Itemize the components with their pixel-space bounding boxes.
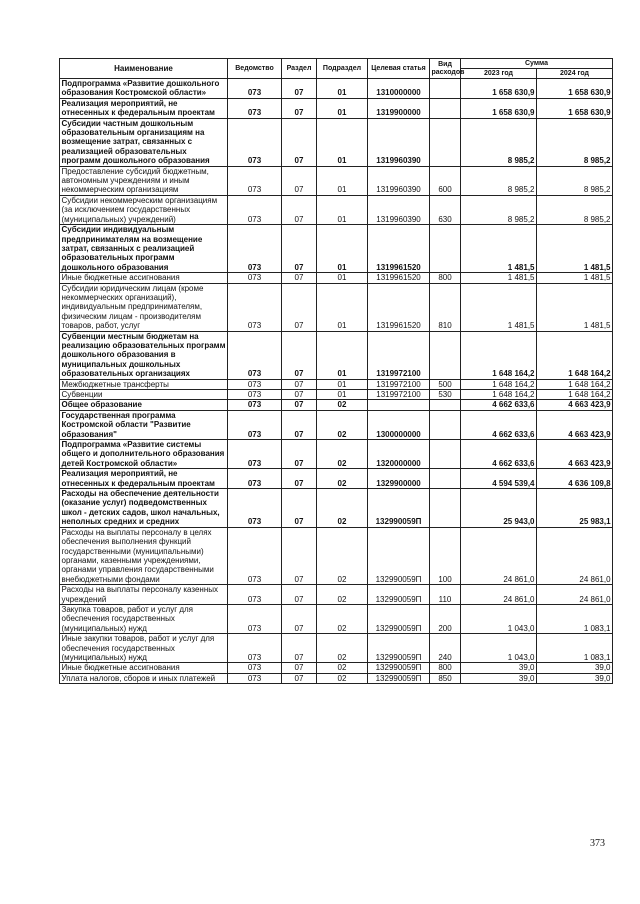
cell-type (430, 118, 461, 166)
table-row (60, 273, 613, 283)
cell-dept: 073 (228, 390, 282, 400)
cell-v2: 1 481,5 (537, 283, 613, 331)
header-target: Целевая статья (368, 59, 430, 79)
cell-target: 132990059П (368, 604, 430, 633)
cell-dept: 073 (228, 469, 282, 489)
table-row (60, 118, 613, 166)
cell-target: 1300000000 (368, 410, 430, 439)
cell-sub: 02 (317, 489, 368, 528)
cell-dept: 073 (228, 195, 282, 224)
cell-sub: 01 (317, 118, 368, 166)
cell-v1: 25 943,0 (461, 489, 537, 528)
cell-name: Субвенции (60, 390, 228, 400)
cell-v1: 1 481,5 (461, 273, 537, 283)
cell-type (430, 489, 461, 528)
cell-name: Реализация мероприятий, не отнесенных к федеральным проектам (60, 98, 228, 118)
cell-type: 100 (430, 527, 461, 584)
cell-name: Расходы на выплаты персоналу казенных учреждений (60, 585, 228, 605)
cell-v2: 25 983,1 (537, 489, 613, 528)
cell-sec: 07 (282, 410, 317, 439)
cell-v2: 1 648 164,2 (537, 331, 613, 379)
table-row (60, 673, 613, 683)
table-row (60, 283, 613, 331)
cell-name: Подпрограмма «Развитие дошкольного образования Костромской области» (60, 79, 228, 99)
cell-name: Подпрограмма «Развитие системы общего и дополнительного образования детей Костромской области» (60, 440, 228, 469)
header-exptype: Вид расходов (430, 59, 461, 79)
cell-sec: 07 (282, 331, 317, 379)
cell-dept: 073 (228, 118, 282, 166)
cell-sec: 07 (282, 489, 317, 528)
table-row (60, 489, 613, 528)
cell-dept: 073 (228, 663, 282, 673)
cell-target: 1310000000 (368, 79, 430, 99)
cell-sec: 07 (282, 604, 317, 633)
cell-target: 1319972100 (368, 379, 430, 389)
cell-sec: 07 (282, 98, 317, 118)
header-subsection: Подраздел (317, 59, 368, 79)
cell-sub: 02 (317, 410, 368, 439)
cell-target: 1319961520 (368, 273, 430, 283)
header-section: Раздел (282, 59, 317, 79)
header-dept: Ведомство (228, 59, 282, 79)
cell-v2: 8 985,2 (537, 166, 613, 195)
cell-v2: 24 861,0 (537, 527, 613, 584)
cell-v1: 1 648 164,2 (461, 379, 537, 389)
cell-dept: 073 (228, 379, 282, 389)
cell-sec: 07 (282, 225, 317, 273)
cell-sec: 07 (282, 585, 317, 605)
cell-dept: 073 (228, 440, 282, 469)
table-row (60, 440, 613, 469)
cell-v2: 8 985,2 (537, 195, 613, 224)
cell-name: Субсидии юридическим лицам (кроме некоммерческих организаций), индивидуальным предпринимателям, физическим лицам - производителям товаров, работ, услуг (60, 283, 228, 331)
cell-v1: 24 861,0 (461, 527, 537, 584)
cell-v2: 4 663 423,9 (537, 410, 613, 439)
cell-dept: 073 (228, 410, 282, 439)
cell-target: 132990059П (368, 489, 430, 528)
cell-sec: 07 (282, 283, 317, 331)
cell-v1: 1 043,0 (461, 604, 537, 633)
cell-name: Реализация мероприятий, не отнесенных к федеральным проектам (60, 469, 228, 489)
cell-sub: 02 (317, 634, 368, 663)
cell-sec: 07 (282, 663, 317, 673)
cell-v2: 1 481,5 (537, 273, 613, 283)
cell-type (430, 440, 461, 469)
cell-v1: 1 481,5 (461, 283, 537, 331)
cell-sub: 02 (317, 527, 368, 584)
cell-target: 132990059П (368, 673, 430, 683)
cell-v2: 1 658 630,9 (537, 79, 613, 99)
cell-type (430, 469, 461, 489)
cell-v1: 4 662 633,6 (461, 400, 537, 410)
cell-v1: 1 648 164,2 (461, 390, 537, 400)
cell-dept: 073 (228, 283, 282, 331)
table-row (60, 585, 613, 605)
cell-sub: 01 (317, 390, 368, 400)
cell-target: 1319972100 (368, 390, 430, 400)
cell-sub: 02 (317, 440, 368, 469)
cell-dept: 073 (228, 673, 282, 683)
cell-v2: 1 648 164,2 (537, 390, 613, 400)
cell-dept: 073 (228, 98, 282, 118)
table-row (60, 79, 613, 99)
cell-target: 1319960390 (368, 166, 430, 195)
cell-type: 500 (430, 379, 461, 389)
table-row (60, 331, 613, 379)
cell-v2: 39,0 (537, 663, 613, 673)
cell-name: Субсидии индивидуальным предпринимателям на возмещение затрат, связанных с реализацией образовательных программ дошкольного образования (60, 225, 228, 273)
cell-type: 630 (430, 195, 461, 224)
cell-dept: 073 (228, 273, 282, 283)
cell-sub: 02 (317, 604, 368, 633)
cell-sec: 07 (282, 634, 317, 663)
header-name: Наименование (60, 59, 228, 79)
page-number: 373 (590, 838, 605, 849)
cell-v1: 1 481,5 (461, 225, 537, 273)
table-row (60, 390, 613, 400)
cell-target: 1319900000 (368, 98, 430, 118)
cell-dept: 073 (228, 79, 282, 99)
cell-target: 1329900000 (368, 469, 430, 489)
cell-sec: 07 (282, 166, 317, 195)
cell-v2: 1 083,1 (537, 634, 613, 663)
cell-sub: 01 (317, 166, 368, 195)
cell-dept: 073 (228, 166, 282, 195)
cell-v2: 1 658 630,9 (537, 98, 613, 118)
cell-v2: 1 481,5 (537, 225, 613, 273)
cell-type (430, 410, 461, 439)
cell-sec: 07 (282, 118, 317, 166)
cell-v2: 39,0 (537, 673, 613, 683)
cell-sub: 01 (317, 195, 368, 224)
header-2024: 2024 год (537, 69, 613, 79)
cell-v1: 1 043,0 (461, 634, 537, 663)
cell-type: 110 (430, 585, 461, 605)
cell-target: 1320000000 (368, 440, 430, 469)
cell-sec: 07 (282, 195, 317, 224)
cell-v1: 1 658 630,9 (461, 79, 537, 99)
cell-type (430, 98, 461, 118)
cell-sub: 02 (317, 469, 368, 489)
cell-sub: 01 (317, 379, 368, 389)
table-row (60, 527, 613, 584)
cell-v2: 1 083,1 (537, 604, 613, 633)
table-row (60, 634, 613, 663)
cell-type: 800 (430, 273, 461, 283)
cell-name: Предоставление субсидий бюджетным, автономным учреждениям и иным некоммерческим организациям (60, 166, 228, 195)
cell-v2: 1 648 164,2 (537, 379, 613, 389)
cell-type: 530 (430, 390, 461, 400)
cell-v1: 4 662 633,6 (461, 410, 537, 439)
cell-v1: 24 861,0 (461, 585, 537, 605)
cell-sec: 07 (282, 79, 317, 99)
cell-name: Иные бюджетные ассигнования (60, 273, 228, 283)
budget-table (59, 58, 613, 684)
table-body (60, 79, 613, 684)
cell-type: 800 (430, 663, 461, 673)
cell-v1: 4 662 633,6 (461, 440, 537, 469)
cell-v1: 1 648 164,2 (461, 331, 537, 379)
cell-name: Расходы на обеспечение деятельности (оказание услуг) подведомственных школ - детских садов, школ начальных, неполных средних и средних (60, 489, 228, 528)
cell-name: Межбюджетные трансферты (60, 379, 228, 389)
cell-sub: 01 (317, 273, 368, 283)
cell-v1: 39,0 (461, 673, 537, 683)
cell-type: 810 (430, 283, 461, 331)
cell-dept: 073 (228, 489, 282, 528)
cell-sec: 07 (282, 400, 317, 410)
cell-target: 132990059П (368, 663, 430, 673)
cell-v2: 4 636 109,8 (537, 469, 613, 489)
cell-target: 1319960390 (368, 118, 430, 166)
cell-sub: 02 (317, 400, 368, 410)
cell-name: Уплата налогов, сборов и иных платежей (60, 673, 228, 683)
cell-dept: 073 (228, 527, 282, 584)
cell-target: 132990059П (368, 527, 430, 584)
cell-target: 1319961520 (368, 225, 430, 273)
cell-name: Субсидии частным дошкольным образовательным организациям на возмещение затрат, связанных с реализацией образовательных программ дошкольного образования (60, 118, 228, 166)
cell-sec: 07 (282, 379, 317, 389)
table-row (60, 195, 613, 224)
cell-v2: 4 663 423,9 (537, 440, 613, 469)
cell-v2: 24 861,0 (537, 585, 613, 605)
cell-sec: 07 (282, 469, 317, 489)
cell-name: Закупка товаров, работ и услуг для обеспечения государственных (муниципальных) нужд (60, 604, 228, 633)
cell-dept: 073 (228, 585, 282, 605)
cell-v1: 8 985,2 (461, 166, 537, 195)
table-row (60, 379, 613, 389)
cell-target: 132990059П (368, 585, 430, 605)
cell-name: Иные бюджетные ассигнования (60, 663, 228, 673)
cell-v1: 8 985,2 (461, 118, 537, 166)
cell-type (430, 331, 461, 379)
cell-target (368, 400, 430, 410)
cell-sec: 07 (282, 527, 317, 584)
cell-v1: 1 658 630,9 (461, 98, 537, 118)
cell-dept: 073 (228, 400, 282, 410)
cell-name: Расходы на выплаты персоналу в целях обеспечения выполнения функций государственными (муниципальными) органами, казенными учреждениями, органами управления государственными внебюджетными фондами (60, 527, 228, 584)
table-row (60, 663, 613, 673)
cell-dept: 073 (228, 225, 282, 273)
cell-sub: 02 (317, 663, 368, 673)
cell-v1: 4 594 539,4 (461, 469, 537, 489)
cell-v1: 39,0 (461, 663, 537, 673)
cell-type (430, 400, 461, 410)
cell-name: Субвенции местным бюджетам на реализацию образовательных программ дошкольного образования в муниципальных дошкольных образовательных организациях (61, 331, 226, 379)
cell-sub: 01 (317, 283, 368, 331)
cell-sec: 07 (282, 440, 317, 469)
table-row (60, 604, 613, 633)
header-sum: Сумма (461, 59, 613, 69)
cell-type: 240 (430, 634, 461, 663)
cell-target: 1319961520 (368, 283, 430, 331)
table-row (60, 400, 613, 410)
cell-type: 850 (430, 673, 461, 683)
cell-sec: 07 (282, 273, 317, 283)
header-2023: 2023 год (461, 69, 537, 79)
table-row (60, 98, 613, 118)
table-row (60, 410, 613, 439)
cell-sub: 02 (317, 673, 368, 683)
cell-dept: 073 (228, 634, 282, 663)
cell-target: 1319972100 (368, 331, 430, 379)
cell-name: Субсидии некоммерческим организациям (за исключением государственных (муниципальных) учреждений) (60, 195, 228, 224)
cell-dept: 073 (228, 604, 282, 633)
cell-sub: 01 (317, 331, 368, 379)
cell-type: 600 (430, 166, 461, 195)
cell-target: 1319960390 (368, 195, 430, 224)
cell-type (430, 225, 461, 273)
cell-name: Иные закупки товаров, работ и услуг для обеспечения государственных (муниципальных) нужд (60, 634, 228, 663)
table-row (60, 166, 613, 195)
cell-sub: 01 (317, 225, 368, 273)
table-row (60, 469, 613, 489)
cell-dept: 073 (228, 331, 282, 379)
cell-sub: 02 (317, 585, 368, 605)
table-row (60, 225, 613, 273)
cell-name: Государственная программа Костромской области "Развитие образования" (60, 410, 228, 439)
cell-sub: 01 (317, 98, 368, 118)
cell-sub: 01 (317, 79, 368, 99)
cell-v2: 8 985,2 (537, 118, 613, 166)
cell-type: 200 (430, 604, 461, 633)
cell-target: 132990059П (368, 634, 430, 663)
cell-type (430, 79, 461, 99)
cell-sec: 07 (282, 390, 317, 400)
cell-name: Общее образование (60, 400, 228, 410)
cell-v1: 8 985,2 (461, 195, 537, 224)
cell-sec: 07 (282, 673, 317, 683)
cell-v2: 4 663 423,9 (537, 400, 613, 410)
